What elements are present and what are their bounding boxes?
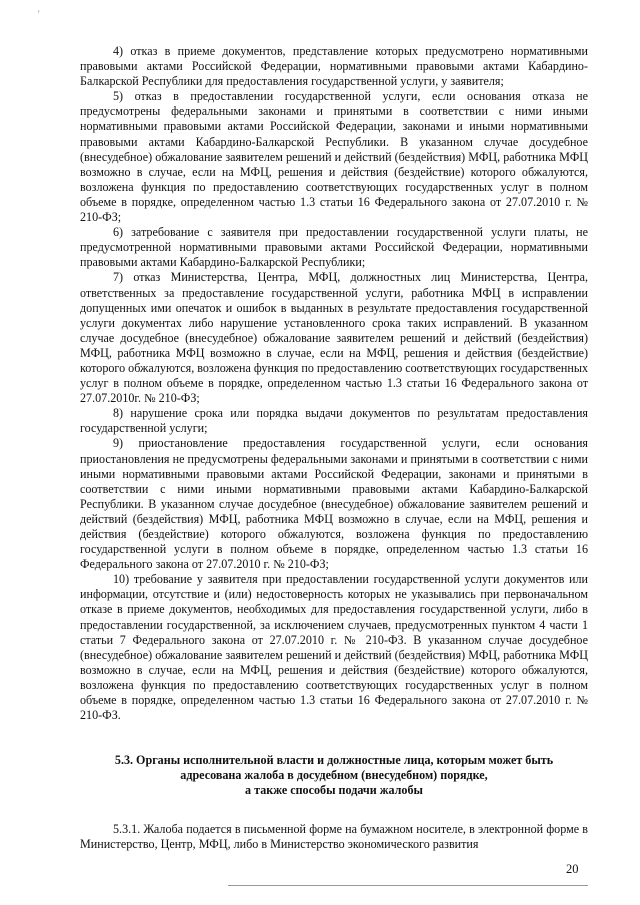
paragraph-item-9: 9) приостановление предоставления государственной услуги, если основания приостановления не предусмотрены федеральными законами и принятыми в соответствии с ними иными нормативными правовыми актами Российской Федерации, законами и принятыми в соответствии с ними иными нормативными правовыми актами Кабардино-Балкарской Республики. В указанном случае досудебное (внесудебное) обжалование заявителем решений и действий (бездействия) МФЦ, работника МФЦ возможно в случае, если на МФЦ, решения и действия (бездействие) которого обжалуются, возложена функция по предоставлению государственной услуги в полном объеме в порядке, определенном частью 1.3 статьи 16 Федерального закона от 27.07.2010 г. № 210-ФЗ; [80, 436, 588, 572]
footer-divider [228, 885, 588, 886]
section-heading-line-1: 5.3. Органы исполнительной власти и должностные лица, которым может быть [114, 753, 554, 768]
section-heading [88, 753, 580, 798]
page-number: 20 [566, 862, 579, 876]
paragraph-item-10: 10) требование у заявителя при предоставлении государственной услуги документов или информации, отсутствие и (или) недостоверность которых не указывались при первоначальном отказе в приеме документов, необходимых для предоставления государственной услуги, либо в предоставлении государственной, за исключением случаев, предусмотренных пунктом 4 части 1 статьи 7 Федерального закона от 27.07.2010 г. № 210-ФЗ. В указанном случае досудебное (внесудебное) обжалование заявителем решений и действий (бездействия) МФЦ, работника МФЦ возможно в случае, если на МФЦ, решения и действия (бездействие) которого обжалуются, возложена функция по предоставлению соответствующих государственных услуг в полном объеме в порядке, определенном частью 1.3 статьи 16 Федерального закона от 27.07.2010 г. № 210-ФЗ. [80, 572, 588, 723]
scan-mark: ' [38, 9, 40, 19]
section-heading-line-2: адресована жалоба в досудебном (внесудебном) порядке, [180, 768, 488, 783]
paragraph-item-7: 7) отказ Министерства, Центра, МФЦ, должностных лиц Министерства, Центра, ответственных за предоставление государственной услуги, работника МФЦ в исправлении допущенных ими опечаток и ошибок в выданных в результате предоставления государственной услуги документах либо нарушение установленного срока таких исправлений. В указанном случае досудебное (внесудебное) обжалование заявителем решений и действий (бездействия) МФЦ, работника МФЦ возможно в случае, если на МФЦ, решения и действия (бездействие) которого обжалуются, возложена функция по предоставлению соответствующих государственных услуг в полном объеме в порядке, определенном частью 1.3 статьи 16 Федерального закона от 27.07.2010г. № 210-ФЗ; [80, 270, 589, 406]
paragraph-item-8: 8) нарушение срока или порядка выдачи документов по результатам предоставления государственной услуги; [80, 406, 588, 436]
paragraph-item-6: 6) затребование с заявителя при предоставлении государственной услуги платы, не предусмотренной нормативными правовыми актами Российской Федерации, нормативными правовыми актами Кабардино-Балкарской Республики; [80, 225, 588, 270]
document-body [80, 44, 588, 852]
paragraph-5-3-1: 5.3.1. Жалоба подается в письменной форме на бумажном носителе, в электронной форме в Министерство, Центр, МФЦ, либо в Министерство экономического развития [80, 822, 588, 852]
paragraph-item-4: 4) отказ в приеме документов, представление которых предусмотрено нормативными правовыми актами Российской Федерации, нормативными правовыми актами Кабардино-Балкарской Республики для предоставления государственной услуги, у заявителя; [80, 44, 588, 89]
section-heading-line-3: а также способы подачи жалобы [245, 783, 423, 798]
paragraph-item-5: 5) отказ в предоставлении государственной услуги, если основания отказа не предусмотрены федеральными законами и принятыми в соответствии с ними иными нормативными правовыми актами Российской Федерации, законами и иными нормативными правовыми актами Кабардино-Балкарской Республики. В указанном случае досудебное (внесудебное) обжалование заявителем решений и действий (бездействия) МФЦ, работника МФЦ возможно в случае, если на МФЦ, решения и действия (бездействие) которого обжалуются, возложена функция по предоставлению соответствующих государственных услуг в полном объеме в порядке, определенном частью 1.3 статьи 16 Федерального закона от 27.07.2010 г. № 210-ФЗ; [80, 89, 588, 225]
